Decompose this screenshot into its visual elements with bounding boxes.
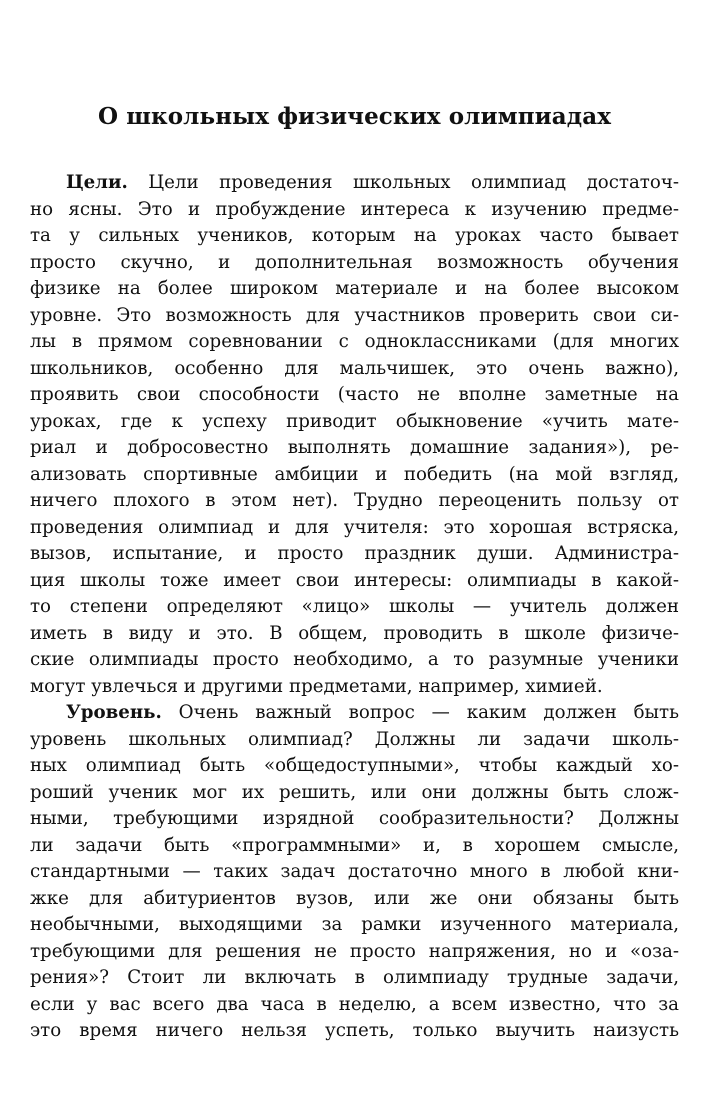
text-line: проведения олимпиад и для учителя: это хорошая встряска, bbox=[30, 516, 679, 538]
text-line: ли задачи быть «программными» и, в хорошем смысле, bbox=[30, 834, 679, 856]
text-line: ция школы тоже имеет свои интересы: олимпиады в какой- bbox=[30, 569, 679, 591]
text-line: вызов, испытание, и просто праздник души. Администра- bbox=[30, 543, 679, 564]
paragraph-lead: Цели. bbox=[66, 172, 128, 193]
paragraph-lead: Уровень. bbox=[66, 702, 162, 723]
text-line: иметь в виду и это. В общем, проводить в школе физиче- bbox=[30, 622, 679, 644]
body-text bbox=[30, 170, 679, 1045]
text-line: но ясны. Это и пробуждение интереса к изучению предме- bbox=[30, 198, 679, 220]
text-line: уровень школьных олимпиад? Должны ли задачи школь- bbox=[30, 728, 679, 750]
text-line: ские олимпиады просто необходимо, а то разумные ученики bbox=[30, 649, 679, 670]
document-page bbox=[30, 0, 679, 1045]
text-line: риал и добросовестно выполнять домашние задания»), ре- bbox=[30, 437, 679, 458]
text-line: лы в прямом соревновании с одноклассниками (для многих bbox=[30, 331, 679, 352]
text-line: ными, требующими изрядной сообразительности? Должны bbox=[30, 808, 679, 829]
text-line: ализовать спортивные амбиции и победить (на мой взгляд, bbox=[30, 463, 679, 485]
text-line: рения»? Стоит ли включать в олимпиаду трудные задачи, bbox=[30, 967, 679, 988]
text-line: если у вас всего два часа в неделю, а всем известно, что за bbox=[30, 993, 679, 1015]
text-line: это время ничего нельзя успеть, только выучить наизусть bbox=[30, 1020, 679, 1041]
text-line: проявить свои способности (часто не вполне заметные на bbox=[30, 384, 679, 405]
text-line: могут увлечься и другими предметами, например, химией. bbox=[30, 675, 603, 697]
text-line: просто скучно, и дополнительная возможность обучения bbox=[30, 251, 679, 273]
text-line: ничего плохого в этом нет). Трудно переоценить пользу от bbox=[30, 490, 679, 511]
text-line: физике на более широком материале и на более высоком bbox=[30, 278, 679, 299]
text-line: та у сильных учеников, которым на уроках часто бывает bbox=[30, 225, 679, 246]
paragraph-goals bbox=[30, 170, 679, 700]
text-line: необычными, выходящими за рамки изученного материала, bbox=[30, 914, 679, 935]
text-line: ных олимпиад быть «общедоступными», чтобы каждый хо- bbox=[30, 755, 679, 776]
text-line: то степени определяют «лицо» школы — учитель должен bbox=[30, 596, 679, 617]
text-line: требующими для решения не просто напряжения, но и «оза- bbox=[30, 940, 679, 962]
line-text: Цели проведения школьных олимпиад достаточ- bbox=[127, 172, 679, 193]
text-line bbox=[30, 170, 679, 197]
page-title: О школьных физических олимпиадах bbox=[97, 103, 612, 130]
text-line: стандартными — таких задач достаточно много в любой кни- bbox=[30, 861, 679, 882]
text-line: уроках, где к успеху приводит обыкновение «учить мате- bbox=[30, 410, 679, 432]
text-line: школьников, особенно для мальчишек, это очень важно), bbox=[30, 357, 679, 379]
text-line: жке для абитуриентов вузов, или же они обязаны быть bbox=[30, 887, 679, 909]
line-text: Очень важный вопрос — каким должен быть bbox=[161, 702, 679, 723]
text-line: уровне. Это возможность для участников проверить свои си- bbox=[30, 304, 679, 326]
text-line bbox=[30, 700, 679, 727]
text-line: роший ученик мог их решить, или они должны быть слож- bbox=[30, 781, 679, 803]
paragraph-level bbox=[30, 700, 679, 1045]
